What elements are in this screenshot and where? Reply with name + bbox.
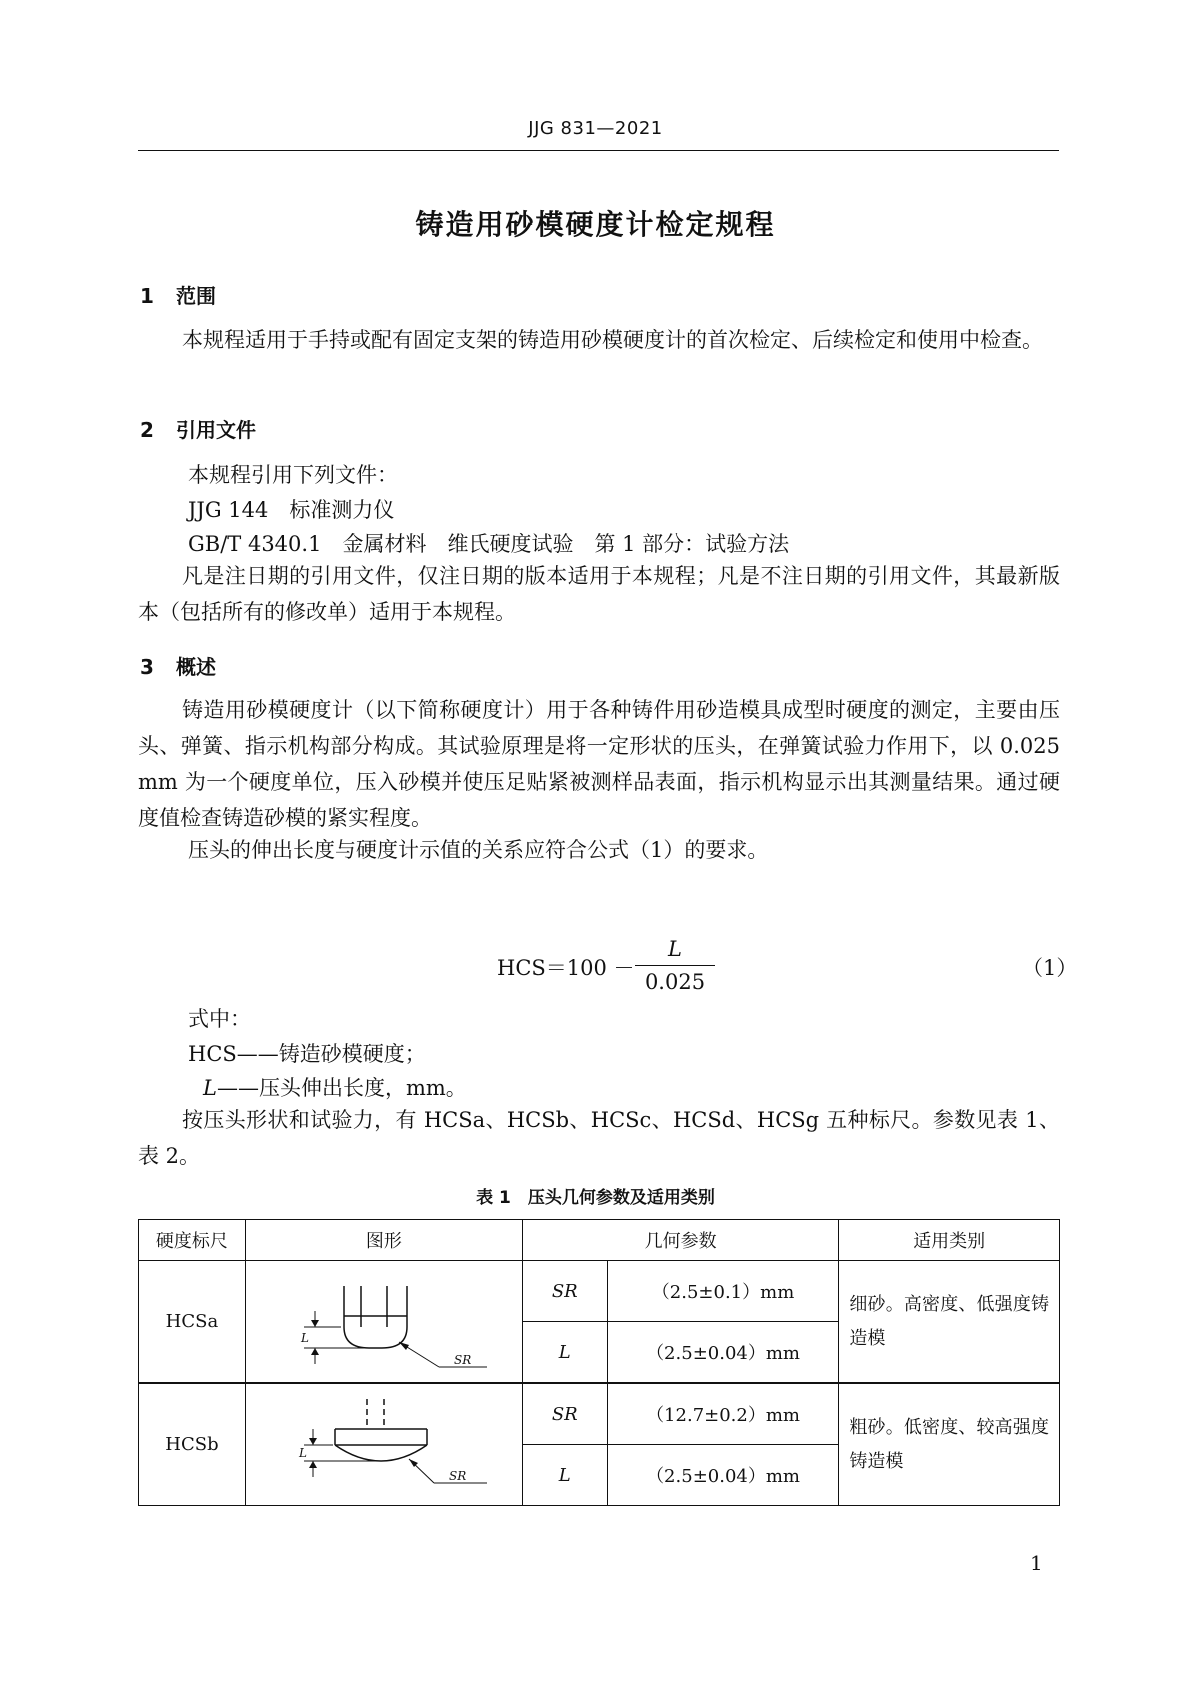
indenter-b-diagram	[249, 1387, 519, 1497]
header-geometry: 几何参数	[522, 1220, 839, 1261]
page-number: 1	[1030, 1551, 1043, 1575]
cell-param-symbol: SR	[522, 1383, 607, 1445]
scope-paragraph: 本规程适用于手持或配有固定支架的铸造用砂模硬度计的首次检定、后续检定和使用中检查。	[182, 328, 1043, 352]
table-caption: 表 1 压头几何参数及适用类别	[476, 1188, 715, 1208]
table-row	[139, 1261, 1060, 1322]
cell-application: 粗砂。低密度、较高强度铸造模	[839, 1383, 1060, 1506]
references-note: 凡是注日期的引用文件，仅注日期的版本适用于本规程；凡是不注日期的引用文件，其最新版本（包括所有的修改单）适用于本规程。	[138, 564, 1060, 624]
cell-param-value: （2.5±0.1）mm	[607, 1261, 839, 1322]
formula-definition-hcs: HCS——铸造砂模硬度；	[188, 1042, 426, 1066]
figure-label-sr: SR	[448, 1469, 467, 1483]
formula-numerator: L	[668, 937, 682, 961]
figure-label-sr: SR	[453, 1353, 472, 1367]
section-number: 3	[140, 655, 154, 679]
formula-where: 式中：	[188, 1007, 251, 1031]
section-heading-references	[140, 414, 256, 443]
section-title: 范围	[176, 284, 216, 308]
cell-param-value: （2.5±0.04）mm	[607, 1445, 839, 1506]
section-heading-scope	[140, 280, 216, 309]
equation-number: （1）	[1022, 956, 1078, 980]
cell-scale: HCSb	[139, 1383, 246, 1506]
table-indenter-parameters	[138, 1219, 1060, 1506]
cell-param-value: （2.5±0.04）mm	[607, 1322, 839, 1384]
page-header-code: JJG 831—2021	[528, 118, 663, 139]
fraction-bar	[635, 965, 715, 966]
formula-fraction	[635, 935, 715, 996]
overview-paragraph-1: 铸造用砂模硬度计（以下简称硬度计）用于各种铸件用砂造模具成型时硬度的测定，主要由压头、弹簧、指示机构部分构成。其试验原理是将一定形状的压头，在弹簧试验力作用下，以 0.025 mm 为一个硬度单位，压入砂模并使压足贴紧被测样品表面，指示机构显示出其测量结果。通过硬度值检查铸造砂模的紧实程度。	[138, 698, 1060, 830]
table-row	[139, 1383, 1060, 1445]
definition-text: ——压头伸出长度，mm。	[216, 1076, 467, 1100]
cell-scale: HCSa	[139, 1261, 246, 1384]
overview-paragraph-3: 按压头形状和试验力，有 HCSa、HCSb、HCSc、HCSd、HCSg 五种标尺。参数见表 1、表 2。	[138, 1108, 1060, 1168]
figure-label-l: L	[300, 1331, 309, 1345]
section-title: 概述	[176, 655, 216, 679]
reference-jjg144: JJG 144 标准测力仪	[188, 498, 395, 522]
header-hardness-scale: 硬度标尺	[139, 1220, 246, 1261]
references-intro: 本规程引用下列文件：	[188, 463, 398, 487]
cell-param-symbol: L	[522, 1322, 607, 1384]
section-number: 1	[140, 284, 154, 308]
cell-param-symbol: L	[522, 1445, 607, 1506]
formula-definition-l	[203, 1072, 467, 1104]
formula-denominator: 0.025	[644, 970, 706, 994]
reference-gbt4340: GB/T 4340.1 金属材料 维氏硬度试验 第 1 部分：试验方法	[188, 532, 790, 556]
symbol-l: L	[203, 1076, 217, 1100]
cell-figure	[245, 1261, 522, 1384]
cell-param-symbol: SR	[522, 1261, 607, 1322]
cell-param-value: （12.7±0.2）mm	[607, 1383, 839, 1445]
cell-application: 细砂。高密度、低强度铸造模	[839, 1261, 1060, 1384]
overview-paragraph-2: 压头的伸出长度与硬度计示值的关系应符合公式（1）的要求。	[188, 838, 769, 862]
section-number: 2	[140, 418, 154, 442]
section-heading-overview	[140, 651, 216, 680]
header-figure: 图形	[245, 1220, 522, 1261]
table-header-row	[139, 1220, 1060, 1261]
document-title: 铸造用砂模硬度计检定规程	[415, 208, 776, 241]
header-application: 适用类别	[839, 1220, 1060, 1261]
header-rule	[138, 150, 1059, 151]
section-title: 引用文件	[176, 418, 256, 442]
cell-figure	[245, 1383, 522, 1506]
indenter-a-diagram	[249, 1264, 519, 1374]
figure-label-l: L	[298, 1446, 307, 1460]
formula-lhs: HCS＝100 －	[497, 956, 635, 980]
